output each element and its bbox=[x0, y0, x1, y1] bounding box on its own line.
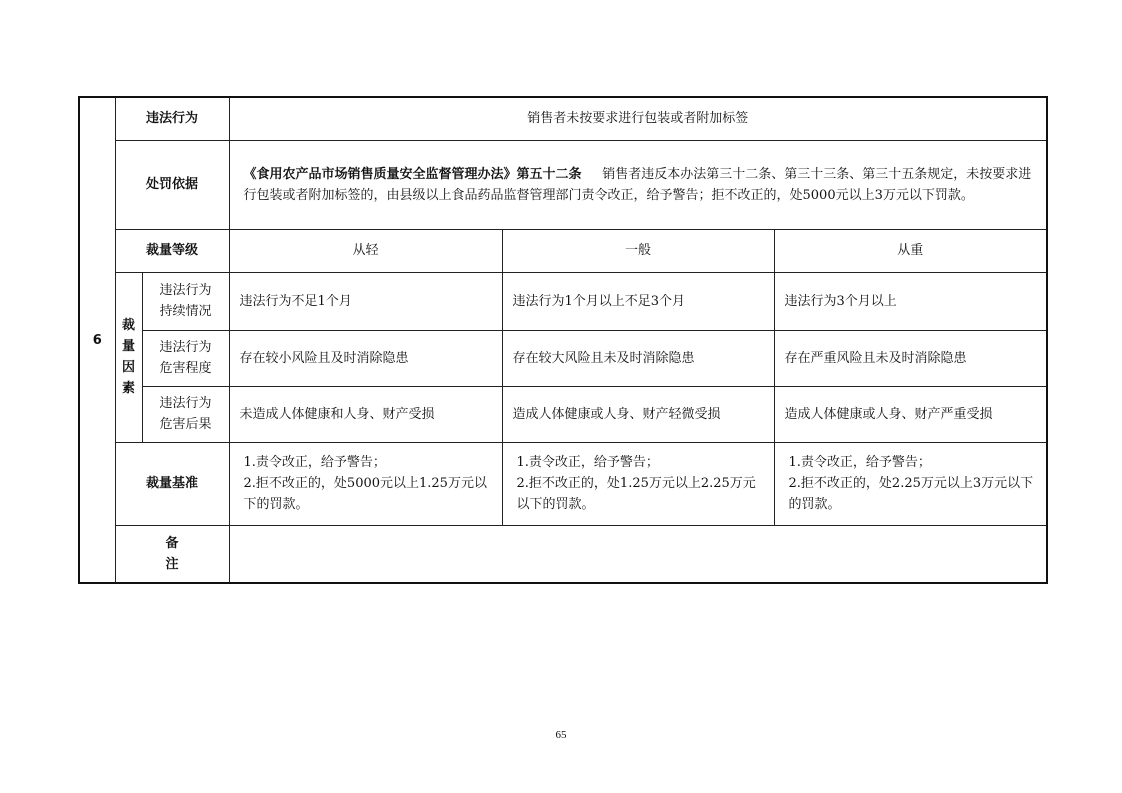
factor-light: 存在较小风险且及时消除隐患 bbox=[229, 330, 502, 386]
factor-heavy: 存在严重风险且未及时消除隐患 bbox=[774, 330, 1047, 386]
standard-row bbox=[79, 442, 1047, 525]
basis-label: 处罚依据 bbox=[115, 140, 229, 229]
factor-label: 违法行为 危害程度 bbox=[142, 330, 229, 386]
factor-label: 违法行为 危害后果 bbox=[142, 386, 229, 442]
levels-row bbox=[79, 229, 1047, 272]
penalty-discretion-table bbox=[78, 96, 1048, 584]
factors-label: 裁 量 因 素 bbox=[115, 272, 142, 442]
standard-normal: 1.责令改正，给予警告； 2.拒不改正的，处1.25万元以上2.25万元以下的罚款。 bbox=[502, 442, 774, 525]
factor-heavy: 造成人体健康或人身、财产严重受损 bbox=[774, 386, 1047, 442]
item-number: 6 bbox=[79, 97, 115, 583]
remark-value bbox=[229, 525, 1047, 583]
standard-light: 1.责令改正，给予警告； 2.拒不改正的，处5000元以上1.25万元以下的罚款。 bbox=[229, 442, 502, 525]
factor-row bbox=[79, 272, 1047, 330]
violation-label: 违法行为 bbox=[115, 97, 229, 140]
factor-label: 违法行为 持续情况 bbox=[142, 272, 229, 330]
factor-light: 违法行为不足1个月 bbox=[229, 272, 502, 330]
factor-row bbox=[79, 330, 1047, 386]
violation-value: 销售者未按要求进行包装或者附加标签 bbox=[229, 97, 1047, 140]
standard-label: 裁量基准 bbox=[115, 442, 229, 525]
factor-heavy: 违法行为3个月以上 bbox=[774, 272, 1047, 330]
page-number: 65 bbox=[555, 729, 567, 741]
factor-normal: 违法行为1个月以上不足3个月 bbox=[502, 272, 774, 330]
basis-law-text: 销售者违反本办法第三十二条、第三十三条、第三十五条规定，未按要求进行包装或者附加标签的，由县级以上食品药品监督管理部门责令改正，给予警告；拒不改正的，处5000元以上3万元以下罚款。 bbox=[243, 166, 1032, 203]
level-normal: 一般 bbox=[502, 229, 774, 272]
level-light: 从轻 bbox=[229, 229, 502, 272]
basis-row bbox=[79, 140, 1047, 229]
standard-heavy: 1.责令改正，给予警告； 2.拒不改正的，处2.25万元以上3万元以下的罚款。 bbox=[774, 442, 1047, 525]
factor-normal: 存在较大风险且未及时消除隐患 bbox=[502, 330, 774, 386]
factor-normal: 造成人体健康或人身、财产轻微受损 bbox=[502, 386, 774, 442]
remark-row bbox=[79, 525, 1047, 583]
factor-row bbox=[79, 386, 1047, 442]
levels-label: 裁量等级 bbox=[115, 229, 229, 272]
basis-law-title: 《食用农产品市场销售质量安全监督管理办法》第五十二条 bbox=[243, 166, 582, 182]
violation-row bbox=[79, 97, 1047, 140]
factor-light: 未造成人体健康和人身、财产受损 bbox=[229, 386, 502, 442]
basis-cell bbox=[229, 140, 1047, 229]
level-heavy: 从重 bbox=[774, 229, 1047, 272]
remark-label: 备注 bbox=[115, 525, 229, 583]
